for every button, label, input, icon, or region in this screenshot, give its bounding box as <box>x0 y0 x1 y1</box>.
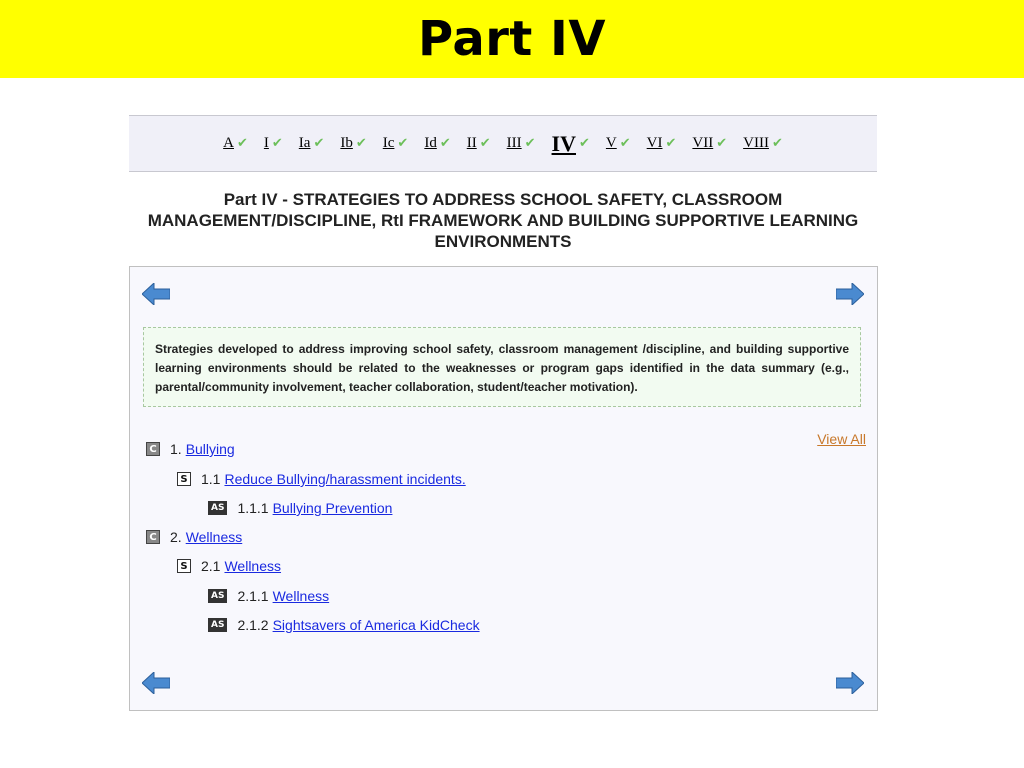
part-navigation <box>129 115 877 172</box>
next-arrow-icon[interactable] <box>836 672 864 694</box>
check-icon: ✔ <box>397 136 409 151</box>
nav-label: III <box>506 135 522 151</box>
check-icon: ✔ <box>619 136 631 151</box>
nav-item-id[interactable] <box>424 135 450 152</box>
nav-item-vi[interactable] <box>647 135 677 152</box>
action-step-badge-icon: AS <box>208 589 227 603</box>
view-all-link[interactable]: View All <box>817 431 866 447</box>
nav-label: Ia <box>298 135 311 151</box>
item-link[interactable]: Sightsavers of America KidCheck <box>272 617 480 633</box>
tree-item-strategy <box>177 558 281 574</box>
item-number: 1.1 <box>201 471 221 487</box>
nav-label: Ic <box>382 135 395 151</box>
item-number: 2.1.1 <box>237 588 269 604</box>
nav-item-ib[interactable] <box>340 135 366 152</box>
item-number: 1. <box>170 441 182 457</box>
nav-label: VIII <box>743 135 769 151</box>
tree-item-action-step <box>208 500 392 516</box>
page-title: Part IV <box>417 11 607 67</box>
nav-label: VI <box>646 135 663 151</box>
nav-label: V <box>605 135 617 151</box>
nav-item-iv-current[interactable] <box>552 131 590 157</box>
check-icon: ✔ <box>236 136 248 151</box>
tree-item-action-step <box>208 617 480 633</box>
check-icon: ✔ <box>579 136 590 151</box>
nav-item-v[interactable] <box>606 135 631 152</box>
item-number: 2.1.2 <box>237 617 269 633</box>
nav-label: A <box>223 135 234 151</box>
component-badge-icon: C <box>146 442 160 456</box>
nav-item-viii[interactable] <box>743 135 783 152</box>
section-heading: Part IV - STRATEGIES TO ADDRESS SCHOOL SAFETY, CLASSROOM MANAGEMENT/DISCIPLINE, RtI FRAMEWORK AND BUILDING SUPPORTIVE LEARNING ENVIRONMENTS <box>147 190 859 251</box>
check-icon: ✔ <box>771 136 783 151</box>
title-band <box>0 0 1024 78</box>
item-link[interactable]: Reduce Bullying/harassment incidents. <box>224 471 466 487</box>
nav-item-iii[interactable] <box>507 135 536 152</box>
next-arrow-icon[interactable] <box>836 283 864 305</box>
item-link[interactable]: Wellness <box>272 588 330 604</box>
nav-item-i[interactable] <box>264 135 283 152</box>
tree-item-component <box>146 441 235 457</box>
item-link[interactable]: Wellness <box>185 529 243 545</box>
nav-label: IV <box>551 130 576 156</box>
check-icon: ✔ <box>355 136 367 151</box>
strategy-badge-icon: S <box>177 472 191 486</box>
nav-label: II <box>466 135 477 151</box>
guidance-note: Strategies developed to address improving school safety, classroom management /discipline, and building supportive learning environments should be related to the weaknesses or program gaps identified in the data summary (e.g., parental/community involvement, teacher collaboration, student/teacher motivation). <box>143 327 861 407</box>
nav-item-ia[interactable] <box>299 135 325 152</box>
item-link[interactable]: Bullying <box>185 441 235 457</box>
action-step-badge-icon: AS <box>208 618 227 632</box>
check-icon: ✔ <box>313 136 325 151</box>
check-icon: ✔ <box>439 136 451 151</box>
check-icon: ✔ <box>271 136 283 151</box>
tree-item-component <box>146 529 242 545</box>
component-badge-icon: C <box>146 530 160 544</box>
content-panel <box>129 266 878 711</box>
check-icon: ✔ <box>665 136 677 151</box>
check-icon: ✔ <box>716 136 728 151</box>
nav-item-vii[interactable] <box>692 135 727 152</box>
item-link[interactable]: Bullying Prevention <box>272 500 393 516</box>
nav-label: VII <box>692 135 714 151</box>
nav-label: Id <box>424 135 437 151</box>
nav-label: I <box>263 135 269 151</box>
item-number: 2. <box>170 529 182 545</box>
strategy-badge-icon: S <box>177 559 191 573</box>
check-icon: ✔ <box>479 136 491 151</box>
check-icon: ✔ <box>524 136 536 151</box>
prev-arrow-icon[interactable] <box>142 283 170 305</box>
tree-item-strategy <box>177 471 466 487</box>
action-step-badge-icon: AS <box>208 501 227 515</box>
nav-item-a[interactable] <box>223 135 248 152</box>
item-number: 1.1.1 <box>237 500 269 516</box>
nav-label: Ib <box>340 135 353 151</box>
item-link[interactable]: Wellness <box>224 558 282 574</box>
item-number: 2.1 <box>201 558 221 574</box>
nav-item-ic[interactable] <box>383 135 409 152</box>
nav-item-ii[interactable] <box>467 135 491 152</box>
prev-arrow-icon[interactable] <box>142 672 170 694</box>
tree-item-action-step <box>208 588 329 604</box>
